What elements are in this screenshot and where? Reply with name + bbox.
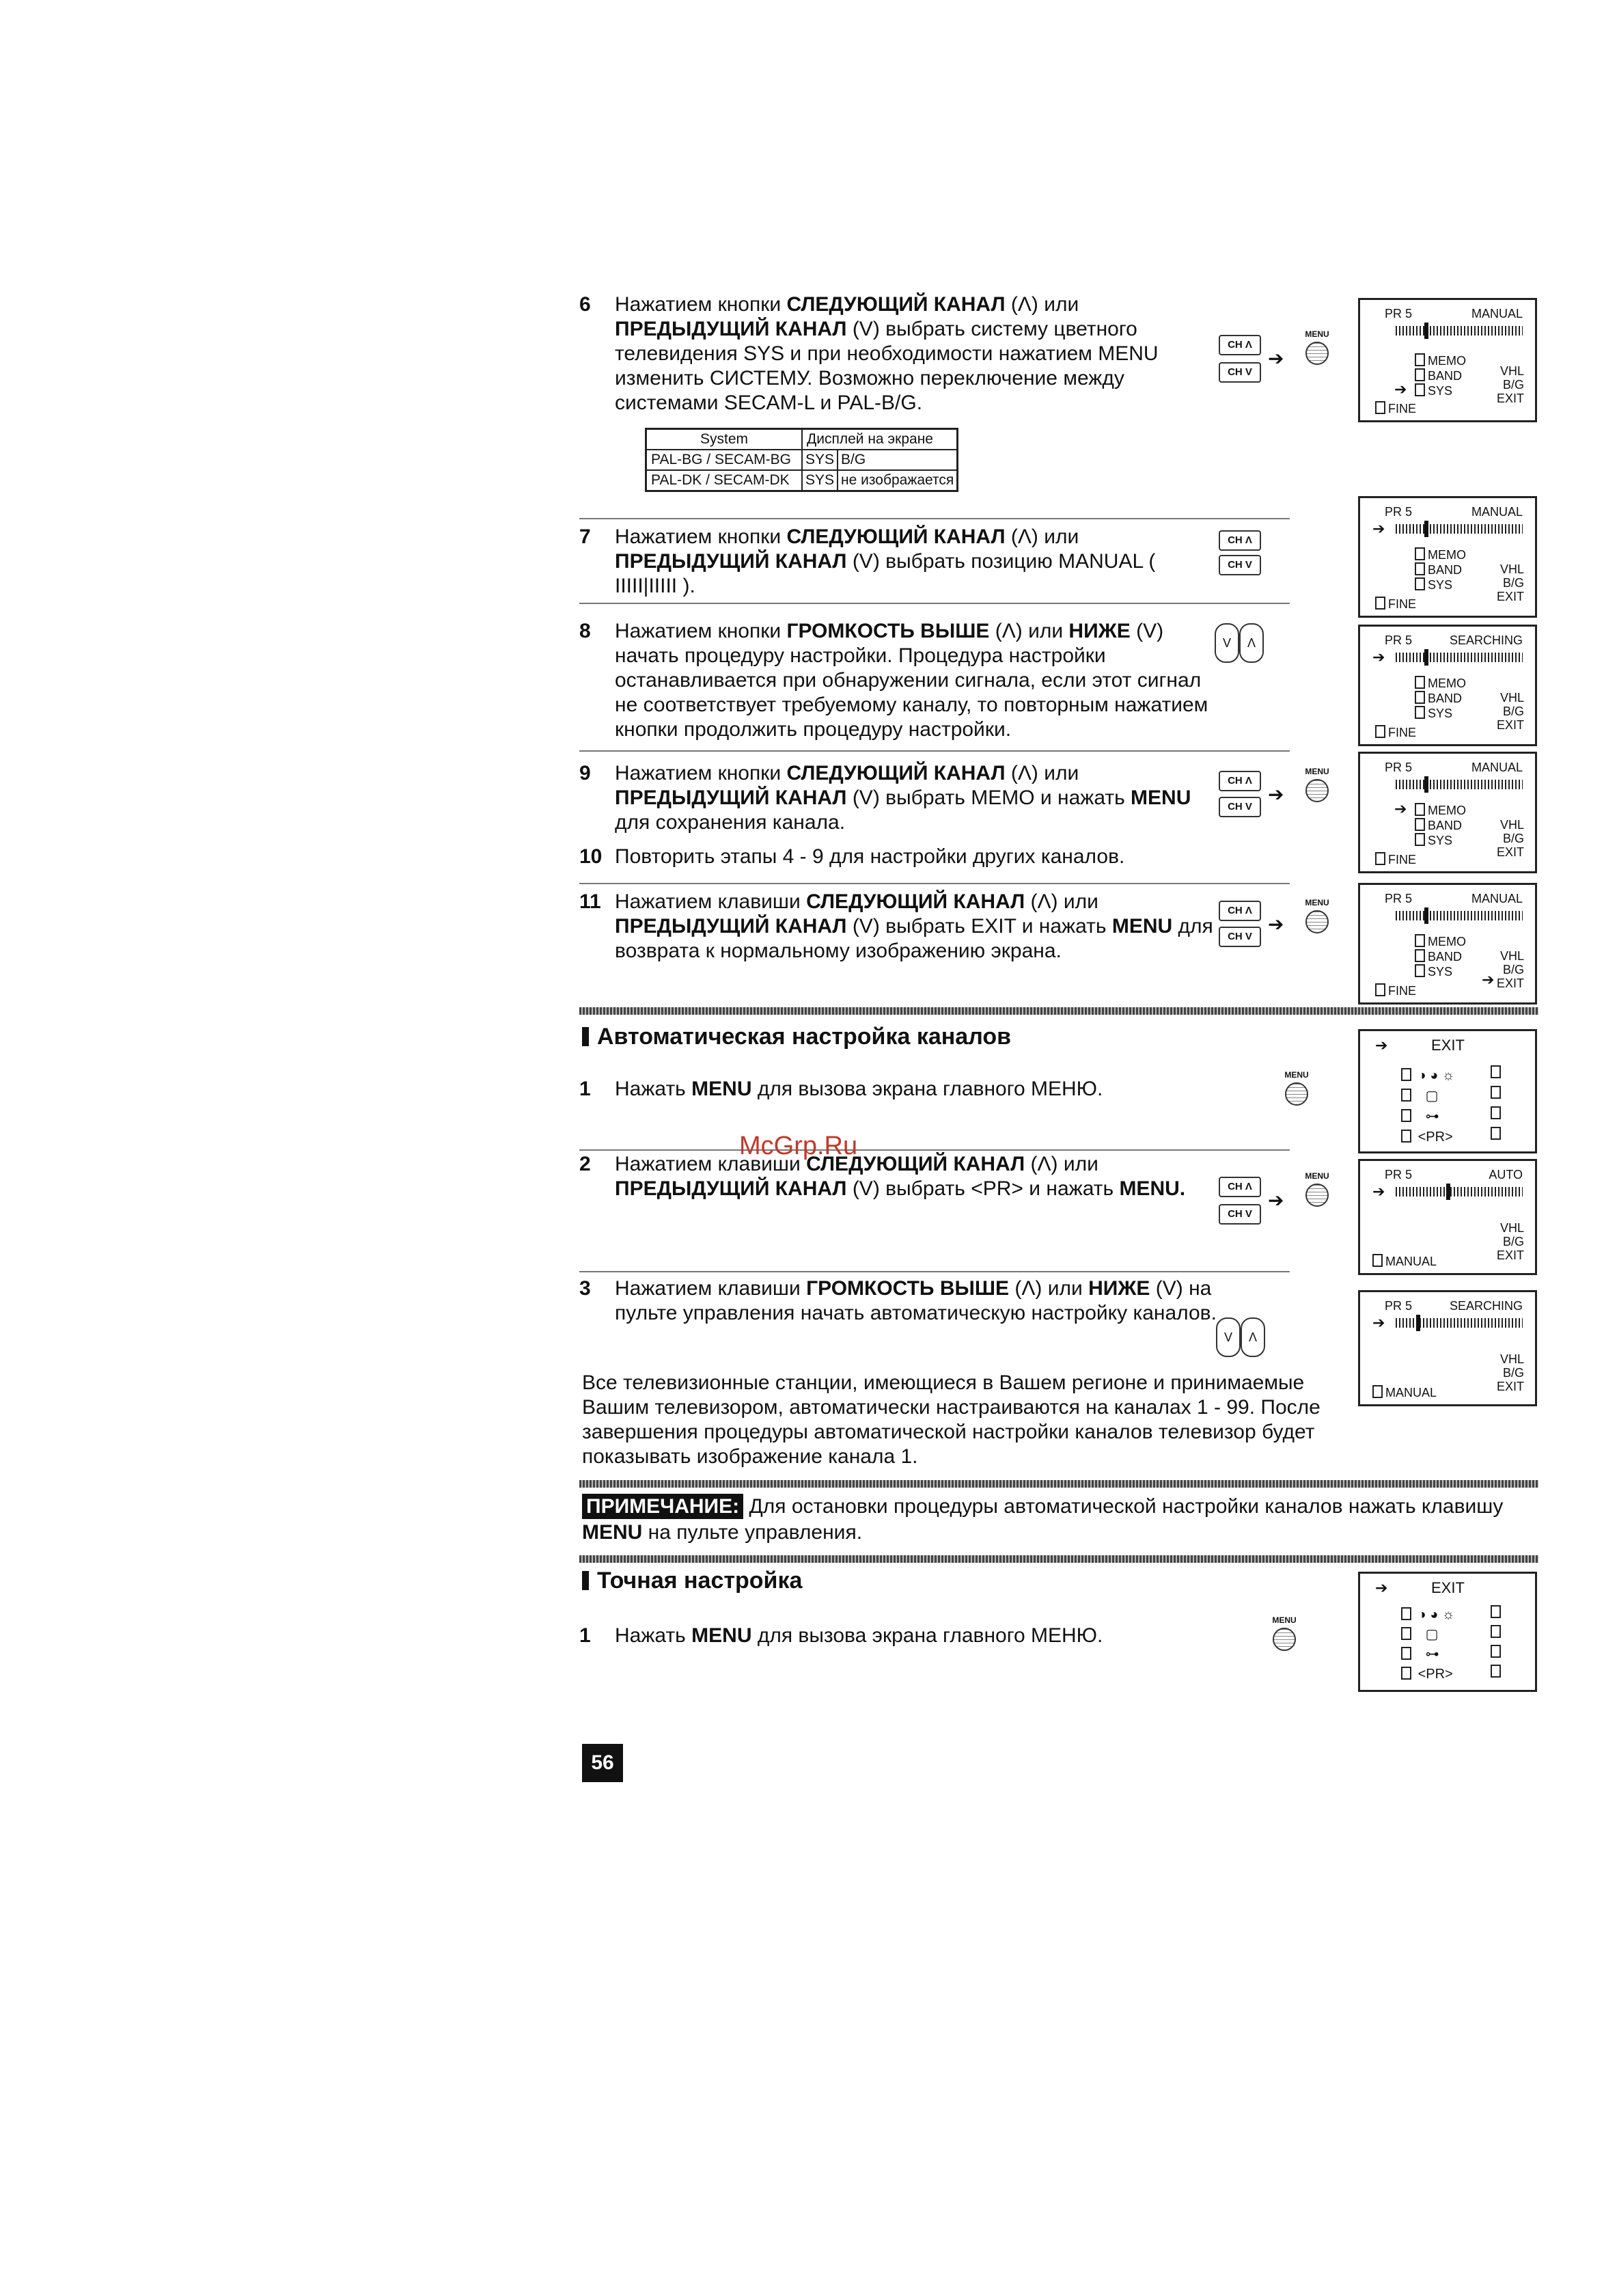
osd-vhl: VHL xyxy=(1499,818,1524,832)
bold-text: СЛЕДУЮЩИЙ КАНАЛ xyxy=(786,525,1006,548)
osd-mode: MANUAL xyxy=(1471,505,1523,519)
step-text xyxy=(615,292,1223,415)
bold-text: СЛЕДУЮЩИЙ КАНАЛ xyxy=(806,890,1025,913)
osd-bar-cursor xyxy=(1424,649,1428,666)
box-icon xyxy=(1415,676,1425,689)
osd-bg: B/G xyxy=(1502,576,1524,590)
text-run: (Λ) или xyxy=(1005,525,1079,548)
osd-right-values xyxy=(1497,562,1524,603)
osd-arrow-icon: ➔ xyxy=(1394,800,1407,817)
text-run: Нажатием клавиши xyxy=(615,890,807,913)
box-icon xyxy=(1415,562,1425,575)
step-number: 11 xyxy=(579,890,601,913)
box-icon xyxy=(1415,934,1425,947)
box-icon xyxy=(1401,1607,1411,1620)
osd-memo: MEMO xyxy=(1428,548,1466,562)
text-run: для вызова экрана главного МЕНЮ. xyxy=(751,1624,1103,1647)
osd-right-values xyxy=(1497,691,1524,732)
osd-screen-exit xyxy=(1358,883,1537,1004)
osd-options xyxy=(1415,934,1466,979)
osd-band: BAND xyxy=(1428,563,1463,577)
ch-up-button[interactable]: CH Λ xyxy=(1219,530,1261,551)
step-text xyxy=(615,1077,1223,1102)
text-run: (Λ) или xyxy=(1025,1153,1098,1175)
box-icon xyxy=(1401,1667,1411,1680)
osd-fine-label: FINE xyxy=(1388,597,1417,611)
osd-memo: MEMO xyxy=(1428,354,1466,368)
box-icon xyxy=(1401,1089,1411,1102)
bold-text: СЛЕДУЮЩИЙ КАНАЛ xyxy=(806,1153,1025,1175)
osd-mode: AUTO xyxy=(1489,1168,1523,1181)
bold-text: MENU. xyxy=(1119,1177,1186,1200)
text-run: (Λ) или xyxy=(1025,890,1098,913)
osd-arrow-icon: ➔ xyxy=(1482,971,1495,988)
menu-label: MENU xyxy=(1284,1070,1309,1080)
osd-memo: MEMO xyxy=(1428,676,1466,690)
bold-text: ГРОМКОСТЬ ВЫШЕ xyxy=(786,620,990,642)
text-run: (Λ) или xyxy=(989,620,1069,642)
divider xyxy=(579,518,1290,519)
ch-up-button[interactable]: CH Λ xyxy=(1219,1177,1261,1197)
osd-menu-grid: ◑ ◕ ☼ ▢ ⊶ <PR> xyxy=(1401,1605,1504,1684)
box-icon xyxy=(1415,706,1425,719)
menu-button[interactable] xyxy=(1302,898,1332,933)
note-text: Для остановки процедуры автоматической настройки каналов нажать клавишу xyxy=(743,1495,1504,1518)
menu-label: MENU xyxy=(1305,1171,1329,1181)
step-number: 1 xyxy=(579,1078,591,1100)
text-run: Нажатием кнопки xyxy=(615,762,787,784)
osd-right-values xyxy=(1497,949,1524,990)
step-text xyxy=(615,619,1223,742)
osd-bar-cursor xyxy=(1446,1184,1450,1200)
ch-down-button[interactable]: CH V xyxy=(1219,927,1261,947)
text-run: Нажатием кнопки xyxy=(615,525,787,548)
ch-down-button[interactable]: CH V xyxy=(1219,797,1261,817)
box-icon xyxy=(1401,1130,1411,1143)
text-run: (V) начать процедуру настройки. Процедура настройки останавливается при обнаружении сигнала, если этот сигнал не соответствует требуемому каналу, то повторным нажатием кнопки продолжить процедуру настройки. xyxy=(615,620,1208,741)
menu-label: MENU xyxy=(1305,898,1329,907)
ch-up-button[interactable]: CH Λ xyxy=(1219,335,1261,355)
osd-menu-pr: <PR> xyxy=(1418,1130,1453,1145)
divider xyxy=(579,1271,1290,1272)
osd-fine-label: FINE xyxy=(1388,853,1417,866)
osd-sys: SYS xyxy=(1428,965,1453,979)
box-icon xyxy=(1415,353,1425,366)
osd-exit: EXIT xyxy=(1496,845,1524,859)
osd-memo: MEMO xyxy=(1428,935,1466,948)
osd-tuning-bar xyxy=(1396,653,1523,662)
osd-bg: B/G xyxy=(1502,963,1524,976)
osd-tuning-bar xyxy=(1396,524,1523,534)
osd-bg: B/G xyxy=(1502,705,1524,718)
osd-right-values xyxy=(1497,1352,1524,1393)
step-number: 10 xyxy=(579,845,603,868)
box-icon xyxy=(1415,577,1425,590)
osd-memo: MEMO xyxy=(1428,804,1466,817)
box-icon xyxy=(1415,547,1425,560)
box-icon xyxy=(1415,803,1425,816)
table-cell: PAL-BG / SECAM-BG xyxy=(646,450,803,470)
auto-paragraph: Все телевизионные станции, имеющиеся в Вашем регионе и принимаемые Вашим телевизором, автоматически настраиваются на каналах 1 - 99. После завершения процедуры автоматической настройки каналов телевизор будет показывать изображение канала 1. xyxy=(582,1371,1320,1468)
step-text xyxy=(615,761,1223,835)
text-run: Нажатием кнопки xyxy=(615,620,787,642)
step-text xyxy=(615,845,1223,869)
osd-manual xyxy=(1372,1254,1437,1269)
osd-band: BAND xyxy=(1428,692,1463,705)
osd-vhl: VHL xyxy=(1499,1221,1524,1235)
text-run: (Λ) или xyxy=(1005,762,1079,784)
osd-screen-sys xyxy=(1358,298,1537,422)
osd-bg: B/G xyxy=(1502,832,1524,845)
osd-arrow-icon: ➔ xyxy=(1372,1183,1385,1200)
osd-exit: EXIT xyxy=(1496,1380,1524,1393)
text-run: Нажатием кнопки xyxy=(615,293,787,316)
table-cell: B/G xyxy=(838,450,958,470)
volume-buttons[interactable] xyxy=(1216,1317,1264,1356)
menu-button[interactable] xyxy=(1302,1171,1332,1207)
osd-vhl: VHL xyxy=(1499,949,1524,963)
osd-manual-label: MANUAL xyxy=(1385,1255,1437,1268)
step-text xyxy=(615,1152,1223,1201)
text-run: (V) выбрать EXIT и нажать xyxy=(846,915,1112,938)
osd-manual-label: MANUAL xyxy=(1385,1386,1437,1399)
step-number: 3 xyxy=(579,1277,591,1300)
arrow-right-icon: ➔ xyxy=(1268,784,1284,805)
text-run: для вызова экрана главного МЕНЮ. xyxy=(751,1078,1103,1100)
bold-text: НИЖЕ xyxy=(1088,1277,1150,1300)
menu-button[interactable] xyxy=(1302,767,1332,802)
osd-tuning-bar xyxy=(1396,1187,1523,1197)
bold-text: MENU xyxy=(1131,787,1191,809)
box-icon xyxy=(1415,949,1425,962)
osd-vhl: VHL xyxy=(1499,562,1524,576)
osd-arrow-icon: ➔ xyxy=(1394,381,1407,398)
osd-arrow-icon: ➔ xyxy=(1372,648,1385,666)
text-run: (V) выбрать систему цветного телевидения SYS и при необходимости нажатием MENU изменить СИСТЕМУ. Возможно переключение между системами SECAM-L и PAL-B/G. xyxy=(615,318,1159,414)
table-header-system: System xyxy=(646,429,803,450)
box-icon xyxy=(1375,852,1385,865)
box-icon xyxy=(1491,1086,1501,1099)
osd-bar-cursor xyxy=(1424,776,1428,793)
osd-mode: SEARCHING xyxy=(1449,633,1523,647)
osd-bg: B/G xyxy=(1502,1235,1524,1248)
box-icon xyxy=(1415,964,1425,977)
text-run: для возврата к нормальному изображению экрана. xyxy=(615,915,1213,962)
osd-screen-searching xyxy=(1358,625,1537,746)
osd-bar-cursor xyxy=(1424,907,1428,924)
osd-fine xyxy=(1375,725,1416,740)
osd-pr: PR 5 xyxy=(1385,1168,1413,1181)
text-run: (Λ) или xyxy=(1009,1277,1089,1300)
note-label: ПРИМЕЧАНИЕ: xyxy=(582,1494,743,1519)
osd-main-menu xyxy=(1358,1029,1537,1153)
table-cell: SYS xyxy=(802,470,838,491)
menu-button-icon xyxy=(1305,1184,1329,1207)
osd-pr: PR 5 xyxy=(1385,505,1413,519)
bold-text: MENU xyxy=(1111,915,1173,938)
osd-fine-label: FINE xyxy=(1388,402,1417,415)
vol-up-button[interactable]: Λ xyxy=(1241,1317,1265,1357)
osd-bar-cursor xyxy=(1424,323,1428,339)
bold-text: MENU xyxy=(691,1624,752,1647)
arrow-right-icon: ➔ xyxy=(1268,348,1284,369)
section-band xyxy=(579,1480,1538,1488)
step-number: 9 xyxy=(579,762,591,784)
divider xyxy=(579,883,1290,884)
step-number: 8 xyxy=(579,620,591,642)
menu-button[interactable] xyxy=(1302,329,1332,365)
osd-pr: PR 5 xyxy=(1385,761,1413,774)
bold-text: НИЖЕ xyxy=(1068,620,1131,642)
arrow-right-icon: ➔ xyxy=(1268,1190,1284,1211)
bold-text: ПРЕДЫДУЩИЙ КАНАЛ xyxy=(615,1177,847,1200)
ch-down-button[interactable]: CH V xyxy=(1219,362,1261,383)
text-run: для сохранения канала. xyxy=(615,811,846,834)
osd-exit: EXIT xyxy=(1496,392,1524,405)
osd-menu-pr: <PR> xyxy=(1418,1667,1453,1682)
text-run: Нажатием клавиши xyxy=(615,1153,807,1175)
box-icon xyxy=(1372,1385,1383,1398)
box-icon xyxy=(1491,1645,1501,1658)
step-text xyxy=(615,1624,1223,1648)
osd-arrow-icon: ➔ xyxy=(1375,1037,1388,1054)
bold-text: ПРЕДЫДУЩИЙ КАНАЛ xyxy=(615,915,847,938)
step-text xyxy=(615,1276,1223,1326)
step-number: 7 xyxy=(579,525,591,548)
osd-options xyxy=(1415,803,1466,848)
bold-text: ГРОМКОСТЬ ВЫШЕ xyxy=(806,1277,1010,1300)
osd-bar-cursor xyxy=(1424,521,1428,537)
osd-mode: MANUAL xyxy=(1471,892,1523,905)
text-run: (V) на пульте управления начать автоматическую настройку каналов. xyxy=(615,1277,1217,1324)
bold-text: MENU xyxy=(691,1078,752,1100)
step-number: 6 xyxy=(579,293,591,316)
box-icon xyxy=(1401,1068,1411,1081)
box-icon xyxy=(1401,1109,1411,1122)
box-icon xyxy=(1372,1254,1383,1267)
osd-options xyxy=(1415,676,1466,721)
osd-band: BAND xyxy=(1428,369,1463,383)
osd-fine xyxy=(1375,597,1416,612)
box-icon xyxy=(1375,597,1385,610)
volume-buttons[interactable] xyxy=(1215,623,1262,661)
menu-button[interactable] xyxy=(1269,1615,1299,1651)
menu-button-icon xyxy=(1273,1628,1296,1651)
osd-tuning-bar xyxy=(1396,780,1523,789)
osd-sys: SYS xyxy=(1428,384,1453,398)
osd-exit: EXIT xyxy=(1496,718,1524,732)
note xyxy=(582,1494,1532,1546)
step-text xyxy=(615,525,1223,599)
menu-label: MENU xyxy=(1305,329,1329,339)
box-icon xyxy=(1415,368,1425,381)
menu-label: MENU xyxy=(1272,1615,1297,1625)
osd-tuning-bar xyxy=(1396,1318,1523,1328)
ch-down-button[interactable]: CH V xyxy=(1219,555,1261,575)
text-run: Нажать xyxy=(615,1624,692,1647)
osd-mode: MANUAL xyxy=(1471,307,1523,320)
osd-arrow-icon: ➔ xyxy=(1372,520,1385,537)
section-title-auto: Автоматическая настройка каналов xyxy=(582,1024,1011,1050)
section-band xyxy=(579,1555,1538,1563)
box-icon xyxy=(1491,1665,1501,1678)
note-bold: MENU xyxy=(582,1521,643,1544)
vol-up-button[interactable]: Λ xyxy=(1239,623,1264,663)
osd-menu-exit: EXIT xyxy=(1431,1579,1465,1596)
osd-vhl: VHL xyxy=(1499,691,1524,705)
ch-up-button[interactable]: CH Λ xyxy=(1219,771,1261,791)
box-icon xyxy=(1401,1627,1411,1640)
osd-screen-auto-searching xyxy=(1358,1290,1537,1406)
text-run: (V) выбрать MEMO и нажать xyxy=(846,787,1131,809)
osd-manual xyxy=(1372,1385,1437,1400)
text-run: Нажать xyxy=(615,1078,692,1100)
text-run: (V) выбрать позицию MANUAL ( IIIII|IIIII ). xyxy=(615,550,1156,597)
text-run: (Λ) или xyxy=(1005,293,1079,316)
ch-up-button[interactable]: CH Λ xyxy=(1219,901,1261,921)
step-number: 1 xyxy=(579,1624,591,1647)
divider xyxy=(579,603,1290,604)
osd-options xyxy=(1415,353,1466,398)
menu-label: MENU xyxy=(1305,767,1329,776)
osd-vhl: VHL xyxy=(1499,1352,1524,1366)
bold-text: ПРЕДЫДУЩИЙ КАНАЛ xyxy=(615,550,847,573)
osd-sys: SYS xyxy=(1428,707,1453,720)
osd-pr: PR 5 xyxy=(1385,633,1413,647)
osd-bg: B/G xyxy=(1502,1366,1524,1380)
table-header-display: Дисплей на экране xyxy=(802,429,958,450)
box-icon xyxy=(1401,1647,1411,1660)
arrow-right-icon: ➔ xyxy=(1268,914,1284,935)
table-cell: SYS xyxy=(802,450,838,470)
osd-sys: SYS xyxy=(1428,834,1453,847)
osd-bg: B/G xyxy=(1502,378,1524,392)
osd-menu-grid: ◑ ◕ ☼ ▢ ⊶ <PR> xyxy=(1401,1065,1504,1147)
box-icon xyxy=(1491,1106,1501,1119)
osd-fine xyxy=(1375,852,1416,867)
osd-menu-exit: EXIT xyxy=(1431,1037,1465,1054)
note-text-after: на пульте управления. xyxy=(642,1521,863,1544)
step-text xyxy=(615,890,1223,964)
osd-main-menu-fine xyxy=(1358,1572,1537,1692)
osd-tuning-bar xyxy=(1396,326,1523,336)
osd-fine-label: FINE xyxy=(1388,984,1417,998)
bold-text: СЛЕДУЮЩИЙ КАНАЛ xyxy=(786,293,1006,316)
osd-band: BAND xyxy=(1428,819,1463,832)
osd-screen-auto xyxy=(1358,1159,1537,1275)
osd-mode: SEARCHING xyxy=(1449,1299,1523,1313)
step-number: 2 xyxy=(579,1153,591,1175)
menu-button-icon xyxy=(1305,342,1329,365)
osd-mode: MANUAL xyxy=(1471,761,1523,774)
bold-text: ПРЕДЫДУЩИЙ КАНАЛ xyxy=(615,787,847,809)
osd-pr: PR 5 xyxy=(1385,307,1413,320)
bold-text: ПРЕДЫДУЩИЙ КАНАЛ xyxy=(615,318,847,340)
section-band xyxy=(579,1007,1538,1015)
osd-exit: EXIT xyxy=(1496,590,1524,603)
vol-down-button[interactable]: V xyxy=(1216,1317,1241,1357)
osd-arrow-icon: ➔ xyxy=(1375,1579,1388,1596)
divider xyxy=(579,1149,1290,1151)
menu-button[interactable] xyxy=(1282,1070,1312,1106)
menu-button-icon xyxy=(1305,910,1329,933)
box-icon xyxy=(1491,1605,1501,1618)
text-run: Нажатием клавиши xyxy=(615,1277,807,1300)
osd-right-values xyxy=(1497,1221,1524,1262)
menu-button-icon xyxy=(1305,779,1329,802)
osd-sys: SYS xyxy=(1428,578,1453,592)
text-run: (V) выбрать <PR> и нажать xyxy=(846,1177,1120,1200)
vol-down-button[interactable]: V xyxy=(1215,623,1239,663)
osd-pr: PR 5 xyxy=(1385,892,1413,905)
box-icon xyxy=(1415,833,1425,846)
osd-band: BAND xyxy=(1428,950,1463,964)
watermark: McGrp.Ru xyxy=(739,1132,858,1160)
table-cell: PAL-DK / SECAM-DK xyxy=(646,470,803,491)
system-table xyxy=(645,428,958,492)
box-icon xyxy=(1415,691,1425,704)
box-icon xyxy=(1375,725,1385,738)
osd-options xyxy=(1415,547,1466,592)
box-icon xyxy=(1375,401,1385,414)
osd-exit: EXIT xyxy=(1496,1248,1524,1262)
table-cell: не изображается xyxy=(838,470,958,491)
page-number: 56 xyxy=(582,1744,623,1782)
osd-bar-cursor xyxy=(1416,1315,1420,1331)
osd-tuning-bar xyxy=(1396,911,1523,920)
ch-down-button[interactable]: CH V xyxy=(1219,1204,1261,1225)
osd-screen-manual xyxy=(1358,496,1537,618)
osd-fine-label: FINE xyxy=(1388,726,1417,739)
osd-arrow-icon: ➔ xyxy=(1372,1314,1385,1331)
bold-text: СЛЕДУЮЩИЙ КАНАЛ xyxy=(786,762,1006,784)
box-icon xyxy=(1375,983,1385,996)
osd-right-values xyxy=(1497,818,1524,859)
osd-pr: PR 5 xyxy=(1385,1299,1413,1313)
section-title-fine: Точная настройка xyxy=(582,1568,802,1594)
divider xyxy=(579,750,1290,752)
osd-exit: EXIT xyxy=(1496,976,1524,990)
osd-fine xyxy=(1375,983,1416,998)
osd-screen-memo xyxy=(1358,752,1537,873)
box-icon xyxy=(1491,1625,1501,1638)
box-icon xyxy=(1415,818,1425,831)
menu-button-icon xyxy=(1285,1082,1308,1106)
osd-vhl: VHL xyxy=(1499,364,1524,378)
osd-right-values xyxy=(1497,364,1524,405)
box-icon xyxy=(1491,1127,1501,1140)
osd-fine xyxy=(1375,401,1416,416)
box-icon xyxy=(1491,1065,1501,1078)
text-run: Повторить этапы 4 - 9 для настройки других каналов. xyxy=(615,845,1125,868)
box-icon xyxy=(1415,383,1425,396)
